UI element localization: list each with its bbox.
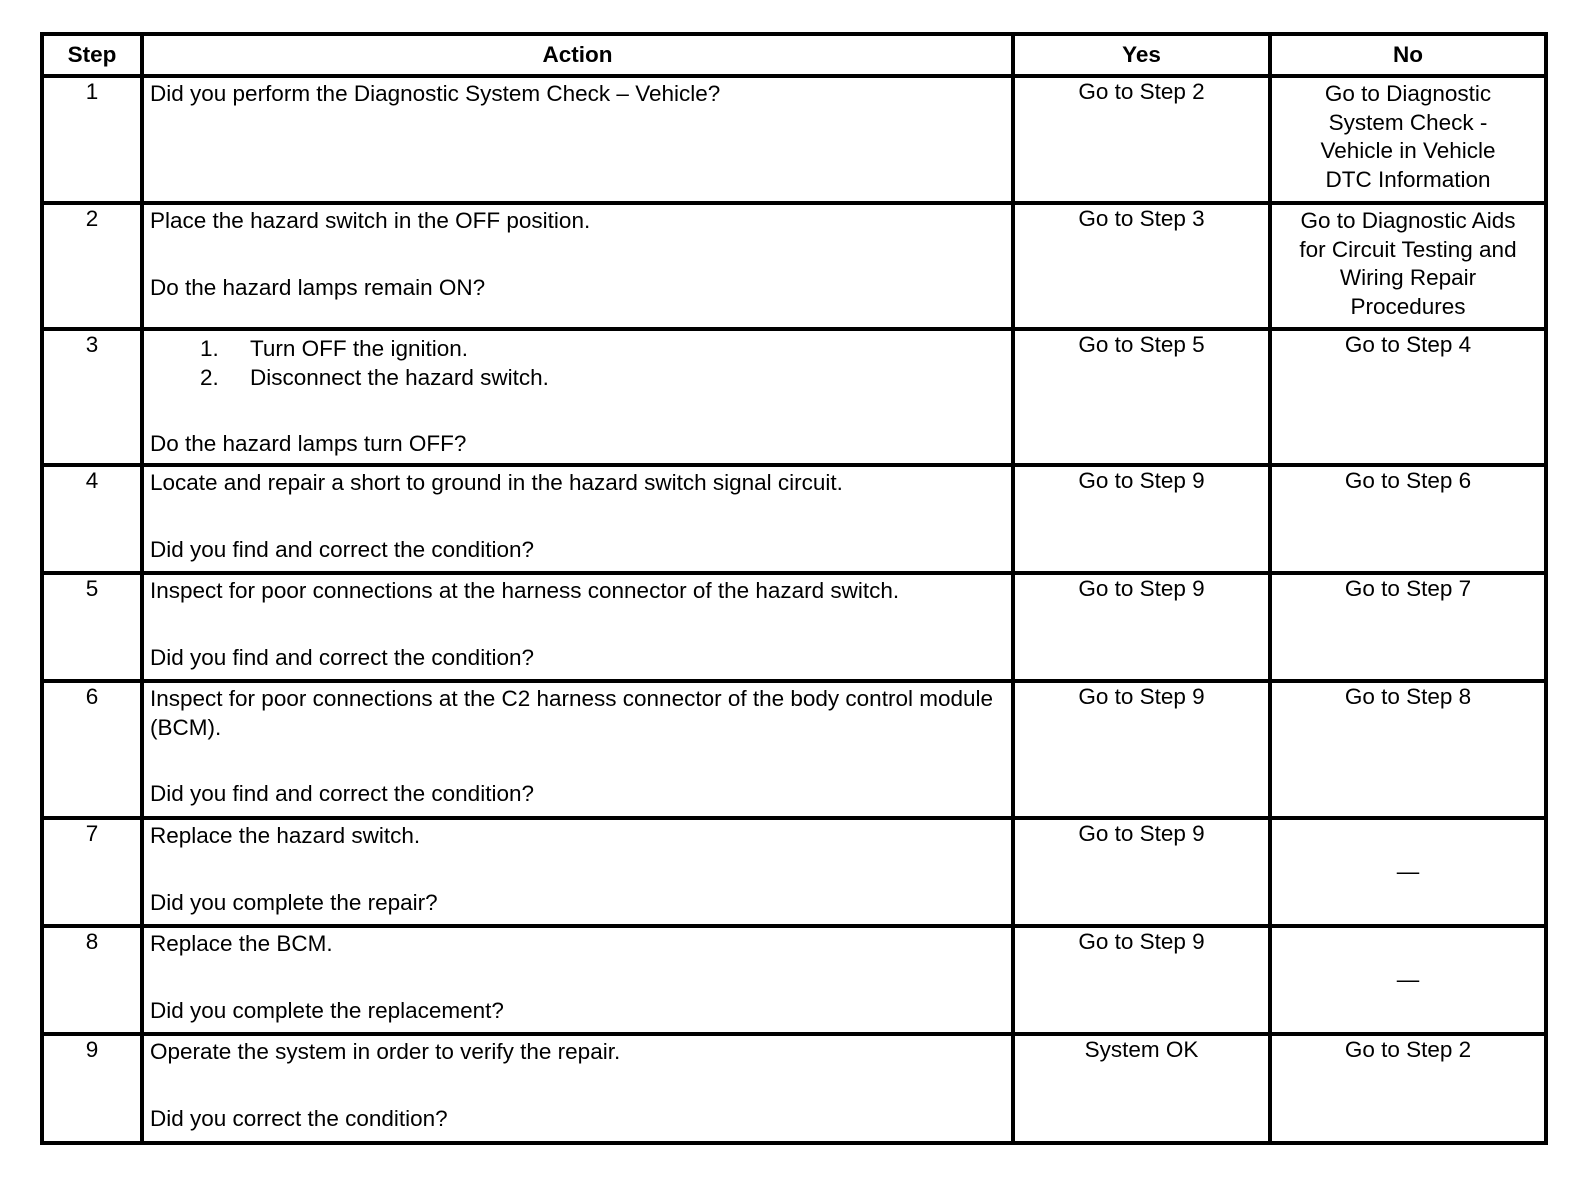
action-cell (142, 329, 1013, 465)
step-number: 2 (42, 203, 142, 329)
step-number: 3 (42, 329, 142, 465)
yes-cell: Go to Step 9 (1013, 926, 1270, 1034)
substep-item (200, 335, 1007, 364)
action-cell (142, 76, 1013, 203)
action-question: Did you find and correct the condition? (150, 644, 534, 670)
action-text: Locate and repair a short to ground in the hazard switch signal circuit. (150, 470, 843, 495)
table-row (42, 329, 1546, 465)
header-no: No (1270, 34, 1546, 76)
substep-number: 2. (200, 364, 219, 390)
table-row (42, 573, 1546, 681)
header-action: Action (142, 34, 1013, 76)
table-row (42, 681, 1546, 818)
action-text: Place the hazard switch in the OFF position. (150, 208, 591, 233)
table-row (42, 203, 1546, 329)
step-number: 8 (42, 926, 142, 1034)
yes-cell: System OK (1013, 1034, 1270, 1143)
step-number: 1 (42, 76, 142, 203)
table-row (42, 465, 1546, 573)
no-cell: Go to Step 4 (1270, 329, 1546, 465)
step-number: 7 (42, 818, 142, 926)
no-cell: Go to Step 6 (1270, 465, 1546, 573)
action-cell (142, 573, 1013, 681)
yes-cell: Go to Step 5 (1013, 329, 1270, 465)
action-question: Do the hazard lamps turn OFF? (150, 431, 467, 456)
substep-text: Turn OFF the ignition. (250, 336, 469, 361)
action-text: Inspect for poor connections at the C2 harness connector of the body control module (BCM). (150, 686, 994, 740)
yes-cell: Go to Step 9 (1013, 818, 1270, 926)
header-row (42, 34, 1546, 76)
no-cell (1270, 76, 1546, 203)
no-text-line: DTC Information (1325, 166, 1491, 192)
step-number: 4 (42, 465, 142, 573)
substep-text: Disconnect the hazard switch. (250, 364, 549, 390)
action-cell (142, 1034, 1013, 1143)
action-question: Do the hazard lamps remain ON? (150, 274, 486, 300)
header-yes: Yes (1013, 34, 1270, 76)
no-text-line: Procedures (1350, 293, 1466, 319)
table-row (42, 76, 1546, 203)
step-number: 6 (42, 681, 142, 818)
action-cell (142, 465, 1013, 573)
action-cell (142, 203, 1013, 329)
substep-list (150, 335, 1007, 392)
action-text: Replace the BCM. (150, 931, 333, 956)
yes-cell: Go to Step 9 (1013, 681, 1270, 818)
header-step: Step (42, 34, 142, 76)
no-text-line: Vehicle in Vehicle (1320, 138, 1496, 163)
action-question: Did you complete the replacement? (150, 997, 504, 1023)
no-text-line: Go to Diagnostic Aids (1300, 208, 1516, 233)
action-cell (142, 818, 1013, 926)
action-text: Did you perform the Diagnostic System Check – Vehicle? (150, 81, 721, 106)
step-number: 9 (42, 1034, 142, 1143)
table-row (42, 1034, 1546, 1143)
yes-cell: Go to Step 2 (1013, 76, 1270, 203)
action-text: Inspect for poor connections at the harness connector of the hazard switch. (150, 578, 900, 603)
table-row (42, 818, 1546, 926)
no-cell: Go to Step 7 (1270, 573, 1546, 681)
substep-number: 1. (200, 336, 219, 361)
no-text-line: System Check - (1328, 109, 1488, 135)
no-text-line: for Circuit Testing and (1299, 236, 1517, 262)
action-cell (142, 681, 1013, 818)
no-cell: — (1270, 926, 1546, 1034)
no-text-line: Go to Diagnostic (1324, 81, 1492, 106)
table-row (42, 926, 1546, 1034)
substep-item (200, 364, 1007, 393)
action-cell (142, 926, 1013, 1034)
yes-cell: Go to Step 3 (1013, 203, 1270, 329)
no-cell: Go to Step 2 (1270, 1034, 1546, 1143)
no-text-line: Wiring Repair (1339, 265, 1477, 290)
action-text: Replace the hazard switch. (150, 823, 421, 848)
diagnostic-table (40, 32, 1548, 1145)
no-cell (1270, 203, 1546, 329)
action-question: Did you find and correct the condition? (150, 781, 534, 806)
action-question: Did you complete the repair? (150, 889, 438, 915)
step-number: 5 (42, 573, 142, 681)
action-text: Operate the system in order to verify the repair. (150, 1039, 621, 1064)
no-cell: — (1270, 818, 1546, 926)
yes-cell: Go to Step 9 (1013, 573, 1270, 681)
no-cell: Go to Step 8 (1270, 681, 1546, 818)
yes-cell: Go to Step 9 (1013, 465, 1270, 573)
action-question: Did you find and correct the condition? (150, 536, 534, 562)
action-question: Did you correct the condition? (150, 1105, 448, 1131)
